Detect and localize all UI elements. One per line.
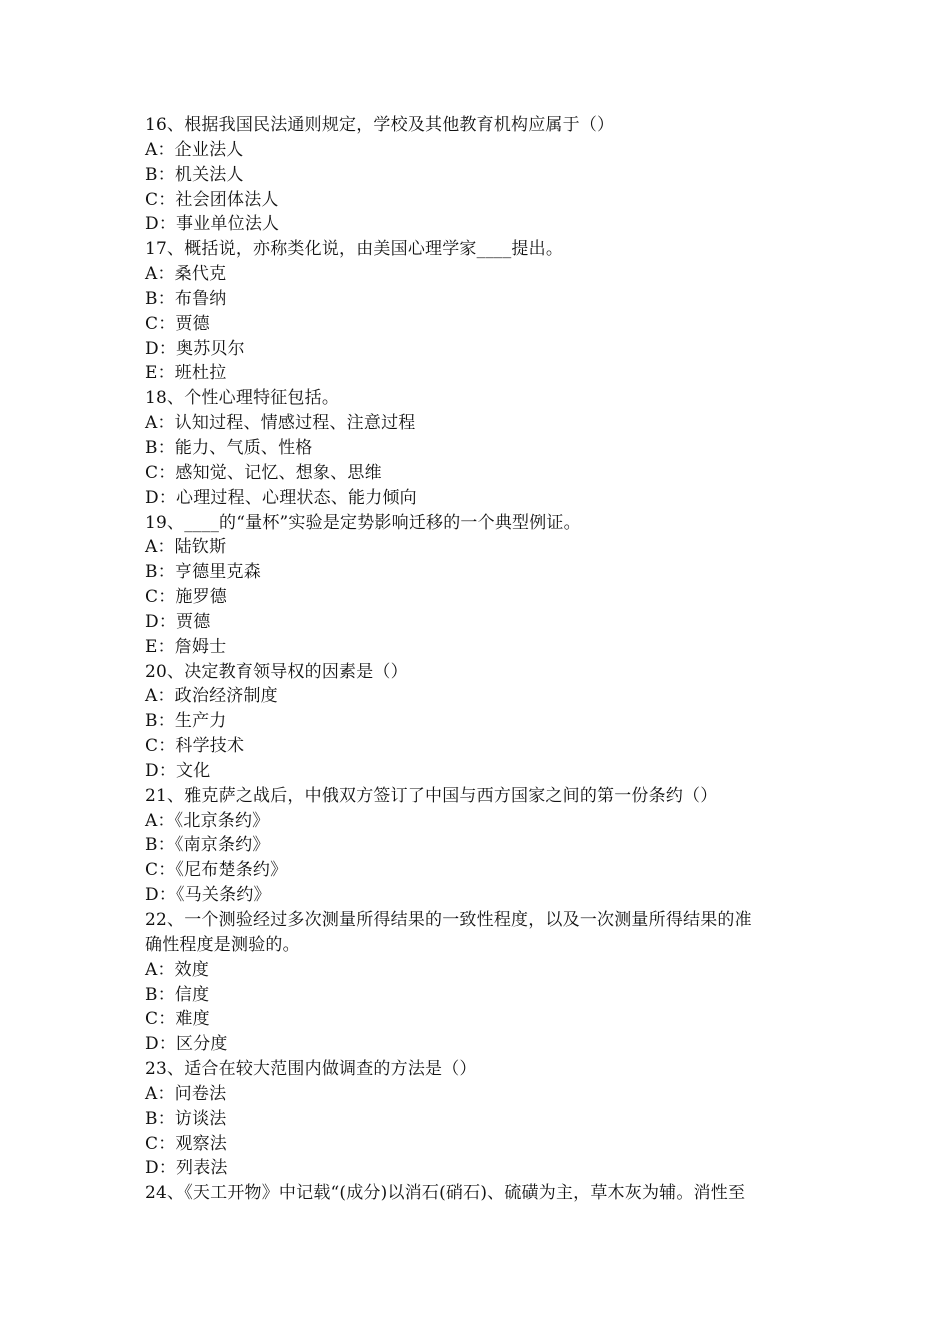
text-line: A：效度 (145, 959, 210, 980)
text-line: A：认知过程、情感过程、注意过程 (145, 413, 416, 434)
text-line: C：感知觉、记忆、想象、思维 (145, 462, 382, 483)
text-line: D：贾德 (145, 611, 211, 632)
text-line: 确性程度是测验的。 (145, 934, 300, 955)
text-line: 19、____的“量杯”实验是定势影响迁移的一个典型例证。 (145, 512, 581, 533)
text-line: C：观察法 (145, 1133, 228, 1154)
text-line: A：桑代克 (145, 264, 227, 285)
text-line: D：《马关条约》 (145, 885, 271, 906)
text-line: C：施罗德 (145, 587, 228, 608)
text-line: E：班杜拉 (145, 363, 227, 384)
text-line: 22、一个测验经过多次测量所得结果的一致性程度，以及一次测量所得结果的准 (145, 910, 752, 930)
text-line: E：詹姆士 (145, 636, 227, 657)
text-line: A：陆钦斯 (145, 537, 227, 558)
text-line: 20、决定教育领导权的因素是（） (145, 661, 408, 682)
text-line: D：事业单位法人 (145, 214, 280, 235)
text-line: A：企业法人 (145, 139, 244, 160)
text-line: 23、适合在较大范围内做调查的方法是（） (145, 1059, 477, 1080)
text-line: C：贾德 (145, 313, 210, 334)
text-line: D：区分度 (145, 1034, 228, 1055)
text-line: 16、根据我国民法通则规定，学校及其他教育机构应属于（） (145, 115, 615, 135)
text-line: B：能力、气质、性格 (145, 437, 313, 458)
text-line: D：列表法 (145, 1158, 228, 1179)
text-line: B：机关法人 (145, 164, 244, 185)
text-line: C：《尼布楚条约》 (145, 860, 288, 881)
text-line: B：生产力 (145, 711, 227, 732)
text-line: D：文化 (145, 760, 211, 781)
text-line: B：访谈法 (145, 1108, 227, 1129)
text-line: D：心理过程、心理状态、能力倾向 (145, 487, 417, 508)
text-line: A：政治经济制度 (145, 686, 278, 707)
text-line: B：《南京条约》 (145, 835, 270, 856)
text-line: 21、雅克萨之战后，中俄双方签订了中国与西方国家之间的第一份条约（） (145, 785, 718, 806)
document-page (145, 113, 815, 1206)
text-line: C：社会团体法人 (145, 189, 279, 210)
text-line: B：布鲁纳 (145, 288, 227, 309)
text-line: B：信度 (145, 984, 210, 1005)
text-line: C：难度 (145, 1009, 210, 1030)
text-line: 18、个性心理特征包括。 (145, 388, 340, 409)
text-line: A：问卷法 (145, 1083, 227, 1104)
text-line: 24、《天工开物》中记载“(成分)以消石(硝石)、硫磺为主，草木灰为辅。消性至 (145, 1183, 746, 1204)
text-line: 17、概括说，亦称类化说，由美国心理学家____提出。 (145, 239, 564, 260)
text-line: D：奥苏贝尔 (145, 338, 245, 359)
text-line: C：科学技术 (145, 736, 245, 757)
text-line: A：《北京条约》 (145, 810, 270, 831)
text-line: B：亨德里克森 (145, 562, 261, 583)
